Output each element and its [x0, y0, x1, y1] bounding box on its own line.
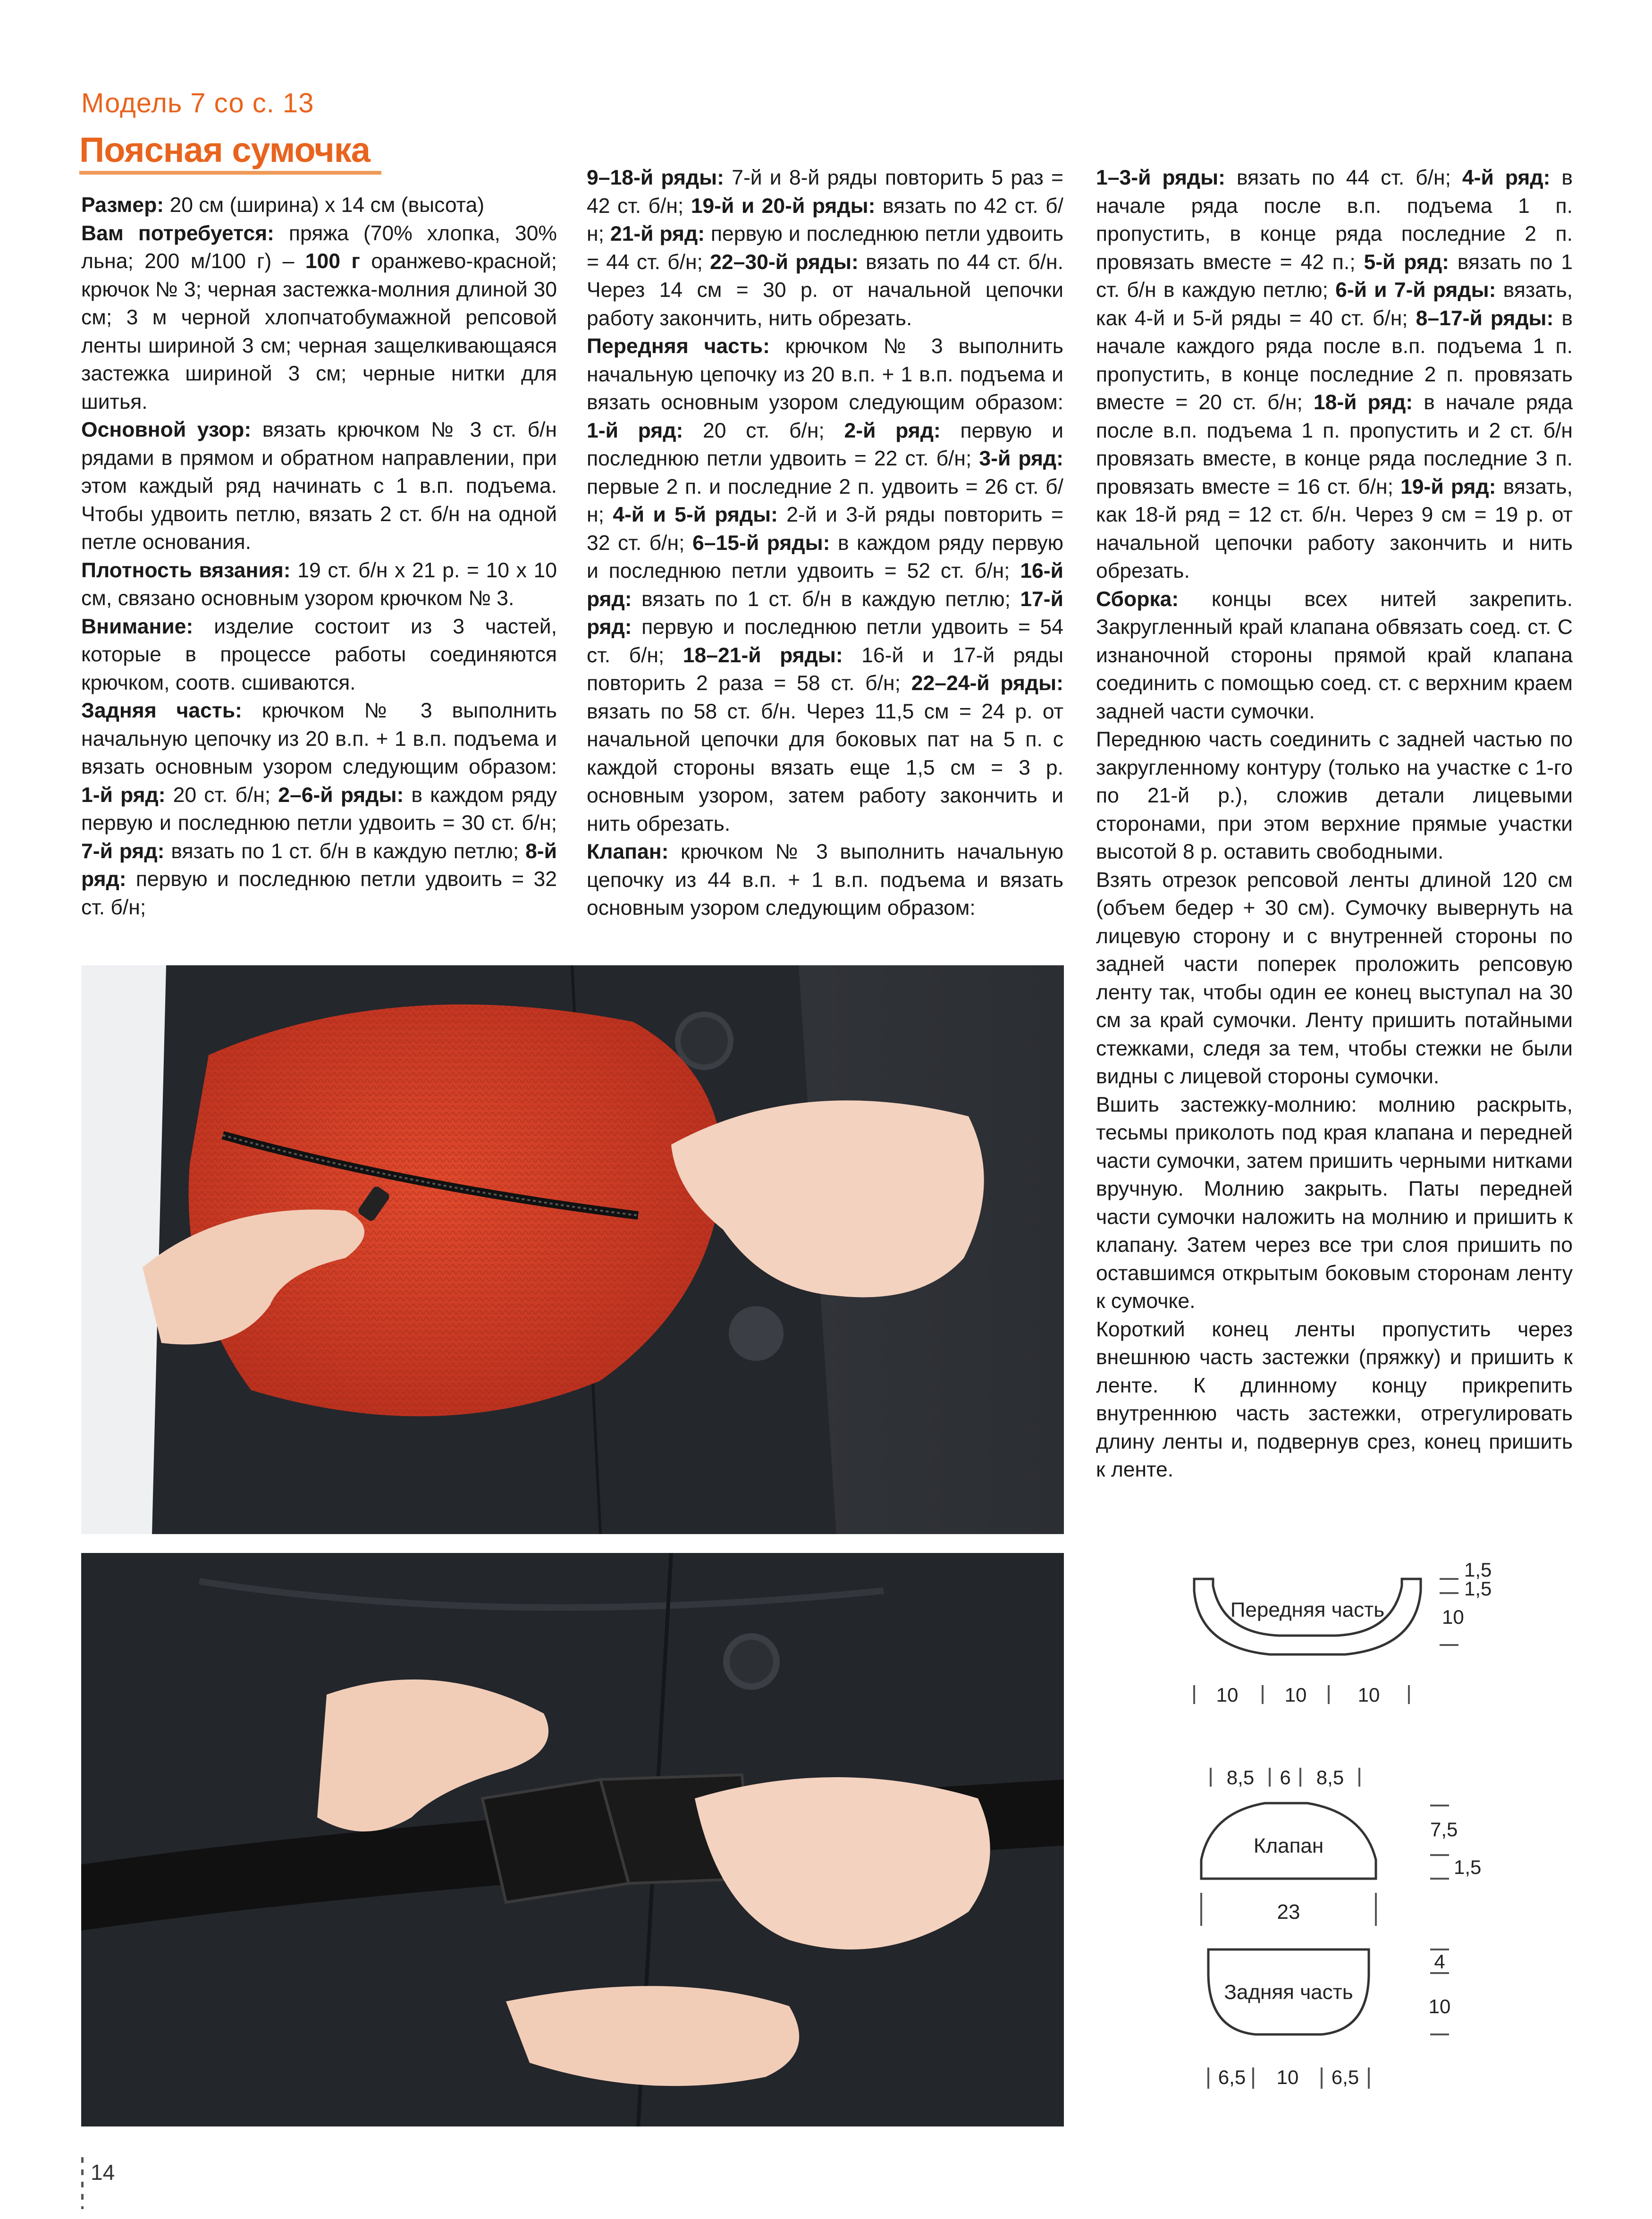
- text-run: вязать по 58 ст. б/н. Через 11,5 см = 24 р. от начальной цепочки для боковых пат на 5 п. с каждой стороны вязать еще 1,5 см = 3 р. основным узором, затем работу закончить и нить обрезать.: [587, 700, 1063, 835]
- text-run: изделие состоит из 3 частей, которые в процессе работы соединяются крючком, соотв. сшиваются.: [81, 615, 557, 694]
- bold-run: 6-й и 7-й ряды:: [1335, 278, 1496, 302]
- bold-run: Основной узор:: [81, 418, 252, 441]
- text-run: вязать крючком № 3 ст. б/н рядами в прямом и обратном направлении, при этом каждый ряд начинать с 1 в.п. подъема. Чтобы удвоить петлю, вязать 2 ст. б/н на одной петле основания.: [81, 418, 557, 554]
- bold-run: 2–6-й ряды:: [278, 783, 404, 807]
- text-run: оранжево-красной; крючок № 3; черная застежка-молния длиной 30 см; 3 м черной хлопчатобумажной репсовой ленты шириной 3 см; черная защелкивающаяся застежка шириной 3 см; черные нитки для шитья.: [81, 250, 557, 413]
- front-bottom-2: 10: [1284, 1684, 1307, 1706]
- bold-run: 3-й ряд:: [979, 447, 1063, 470]
- photo-bag-front: [81, 965, 1064, 1534]
- text-run: в каждом ряду первую и последнюю петли удвоить = 30 ст. б/н;: [81, 783, 557, 835]
- flap-right-small: 1,5: [1454, 1856, 1482, 1878]
- bold-run: 17-й ряд:: [587, 587, 1063, 639]
- bold-run: 6–15-й ряды:: [692, 531, 830, 555]
- page-number: 14: [91, 2160, 115, 2185]
- bold-run: 19-й ряд:: [1400, 475, 1496, 498]
- text-run: вязать по 1 ст. б/н в каждую петлю;: [164, 839, 526, 863]
- column1-paragraph: [81, 613, 557, 697]
- bold-run: Плотность вязания:: [81, 558, 291, 582]
- back-bottom-3: 6,5: [1331, 2066, 1359, 2088]
- flap-label: Клапан: [1253, 1834, 1324, 1857]
- text-run: Переднюю часть соединить с задней частью по закругленному контуру (только на участке с 1-го по 21-й р.), сложив детали лицевыми сторонами, при этом верхние прямые участки высотой 8 р. оставить свободными.: [1096, 728, 1573, 863]
- text-run: концы всех нитей закрепить. Закругленный край клапана обвязать соед. ст. С изнаночной стороны прямой край клапана соединить с помощью соед. ст. с верхним краем задней части сумочки.: [1096, 587, 1573, 723]
- text-run: первую и последнюю петли удвоить = 44 ст. б/н;: [587, 222, 1064, 274]
- flap-top-1: 8,5: [1226, 1766, 1255, 1789]
- title-underline: [79, 171, 381, 175]
- text-run: в начале ряда после в.п. подъема 1 п. пропустить и 2 ст. б/н провязать вместе, в конце ряда последние 3 п. провязать вместе = 16 ст. б/н;: [1096, 391, 1573, 498]
- photo-buckle: [81, 1553, 1064, 2126]
- column3-paragraph: [1096, 866, 1573, 1091]
- bold-run: 1-й ряд:: [587, 419, 683, 442]
- bold-run: 5-й ряд:: [1364, 250, 1449, 274]
- text-run: Короткий конец ленты пропустить через внешнюю часть застежки (пряжку) и пришить к ленте. К длинному концу прикрепить внутреннюю часть застежки, отрегулировать длину ленты и, подвернув срез, конец пришить к ленте.: [1096, 1317, 1573, 1481]
- text-run: крючком № 3 выполнить начальную цепочку из 44 в.п. + 1 в.п. подъема и вязать основным узором следующим образом:: [587, 840, 1063, 920]
- text-run: в каждом ряду первую и последнюю петли удвоить = 52 ст. б/н;: [587, 531, 1063, 582]
- column3-paragraph: [1096, 164, 1573, 585]
- front-bottom-1: 10: [1216, 1684, 1239, 1706]
- column1-paragraph: [81, 557, 557, 613]
- text-run: 19 ст. б/н х 21 р. = 10 х 10 см, связано основным узором крючком № 3.: [81, 558, 557, 610]
- bold-run: 8–17-й ряды:: [1416, 306, 1554, 330]
- back-bottom-1: 6,5: [1218, 2066, 1246, 2088]
- column1-paragraph: [81, 219, 557, 416]
- text-run: Взять отрезок репсовой ленты длиной 120 см (объем бедер + 30 см). Сумочку вывернуть на лицевую сторону и с внутренней стороны по задней части поперек проложить репсовую ленту так, чтобы один ее конец выступал на 30 см за край сумочки. Ленту пришить потайными стежками, следя за тем, чтобы стежки не были видны с лицевой стороны сумочки.: [1096, 868, 1573, 1088]
- text-run: первую и последнюю петли удвоить = 22 ст. б/н;: [587, 419, 1063, 470]
- text-run: 20 ст. б/н;: [165, 783, 278, 807]
- column3-paragraph: [1096, 585, 1573, 726]
- text-run: вязать, как 18-й ряд = 12 ст. б/н. Через 9 см = 19 р. от начальной цепочки работу закончить и нить обрезать.: [1096, 475, 1573, 582]
- bold-run: Внимание:: [81, 615, 194, 638]
- column3-paragraph: [1096, 1316, 1573, 1484]
- bold-run: Сборка:: [1096, 587, 1179, 611]
- text-run: Вшить застежку-молнию: молнию раскрыть, тесьмы приколоть под края клапана и передней части сумочки, затем пришить черными нитками вручную. Молнию закрыть. Паты передней части сумочки наложить на молнию и пришить к клапану. Затем через все три слоя пришить по оставшимся открытым боковым сторонам ленту к сумочке.: [1096, 1093, 1573, 1313]
- front-right-height: 10: [1442, 1606, 1464, 1628]
- text-run: вязать по 44 ст. б/н;: [1225, 166, 1462, 189]
- column2-paragraph: [587, 164, 1063, 332]
- bold-run: Вам потребуется:: [81, 221, 274, 245]
- text-column-1: [81, 191, 557, 921]
- text-run: крючком № 3 выполнить начальную цепочку из 20 в.п. + 1 в.п. подъема и вязать основным узором следующим образом:: [587, 335, 1063, 414]
- bold-run: 16-й ряд:: [587, 559, 1063, 611]
- text-column-3: [1096, 164, 1573, 1484]
- bold-run: 2-й ряд:: [844, 419, 941, 442]
- flap-bottom: 23: [1277, 1900, 1300, 1924]
- text-column-2: [587, 164, 1063, 922]
- bold-run: 21-й ряд:: [610, 222, 705, 245]
- back-right-height: 10: [1428, 1995, 1451, 2017]
- column1-paragraph: [81, 697, 557, 921]
- flap-top-2: 6: [1280, 1766, 1291, 1789]
- text-run: вязать по 1 ст. б/н в каждую петлю;: [632, 587, 1020, 611]
- front-right-mid: 1,5: [1464, 1578, 1492, 1600]
- text-run: вязать по 1 ст. б/н в каждую петлю;: [1096, 250, 1573, 302]
- bold-run: 9–18-й ряды:: [587, 166, 724, 189]
- column1-paragraph: [81, 191, 557, 219]
- text-run: первые 2 п. и последние 2 п. удвоить = 26 ст. б/н;: [587, 475, 1063, 526]
- bold-run: 8-й ряд:: [81, 839, 557, 891]
- bold-run: 18-й ряд:: [1313, 391, 1413, 414]
- text-run: 7-й и 8-й ряды повторить 5 раз = 42 ст. б/н;: [587, 166, 1063, 218]
- bold-run: 22–30-й ряды:: [710, 250, 859, 274]
- bold-run: 22–24-й ряды:: [911, 672, 1063, 695]
- text-run: 2-й и 3-й ряды повторить = 32 ст. б/н;: [587, 503, 1063, 555]
- text-run: вязать по 44 ст. б/н. Через 14 см = 30 р. от начальной цепочки работу закончить, нить обрезать.: [587, 250, 1063, 330]
- text-run: первую и последнюю петли удвоить = 32 ст. б/н;: [81, 868, 557, 919]
- model-reference: Модель 7 со с. 13: [81, 88, 314, 118]
- flap-right-height: 7,5: [1430, 1818, 1458, 1840]
- bold-run: Клапан:: [587, 840, 669, 863]
- bold-run: 4-й и 5-й ряды:: [613, 503, 778, 526]
- column3-paragraph: [1096, 1091, 1573, 1316]
- text-run: вязать, как 4-й и 5-й ряды = 40 ст. б/н;: [1096, 278, 1573, 330]
- front-piece-label: Передняя часть: [1230, 1598, 1385, 1621]
- text-run: в начале каждого ряда после в.п. подъема 1 п. пропустить, в конце последние 2 п. провязать вместе = 20 ст. б/н;: [1096, 306, 1573, 414]
- bold-run: Задняя часть:: [81, 699, 242, 722]
- bold-run: 18–21-й ряды:: [683, 643, 843, 667]
- back-piece-label: Задняя часть: [1224, 1981, 1353, 2004]
- front-bottom-3: 10: [1357, 1684, 1380, 1706]
- page-edge-marks: [81, 2157, 84, 2209]
- back-right-top: 4: [1434, 1950, 1445, 1973]
- bold-run: 100 г: [305, 250, 360, 273]
- text-run: вязать по 42 ст. б/н;: [587, 194, 1063, 245]
- bold-run: 1–3-й ряды:: [1096, 166, 1226, 189]
- text-run: 20 ст. б/н;: [683, 419, 844, 442]
- article-title: Поясная сумочка: [79, 130, 370, 169]
- bold-run: 7-й ряд:: [81, 839, 165, 863]
- text-run: 16-й и 17-й ряды повторить 2 раза = 58 ст. б/н;: [587, 643, 1063, 695]
- text-run: в начале ряда после в.п. подъема 1 п. пропустить, в конце ряда последние 2 п. провязать вместе = 42 п.;: [1096, 166, 1573, 274]
- bold-run: 1-й ряд:: [81, 783, 166, 807]
- text-run: пряжа (70% хлопка, 30% льна; 200 м/100 г) –: [81, 221, 557, 273]
- column1-paragraph: [81, 416, 557, 557]
- text-run: 20 см (ширина) х 14 см (высота): [164, 194, 485, 217]
- flap-top-3: 8,5: [1316, 1766, 1344, 1789]
- pattern-schematic: [1166, 1558, 1525, 2091]
- photo-bag-front-illustration: [81, 965, 1064, 1534]
- bold-run: Размер:: [81, 194, 164, 217]
- front-right-top: 1,5: [1464, 1559, 1492, 1581]
- bold-run: 4-й ряд:: [1462, 166, 1551, 189]
- column2-paragraph: [587, 838, 1063, 922]
- column2-paragraph: [587, 332, 1063, 838]
- column3-paragraph: [1096, 726, 1573, 866]
- photo-buckle-illustration: [81, 1553, 1064, 2126]
- bold-run: Передняя часть:: [587, 335, 770, 358]
- bold-run: 19-й и 20-й ряды:: [691, 194, 876, 218]
- text-run: первую и последнюю петли удвоить = 54 ст. б/н;: [587, 616, 1063, 667]
- text-run: крючком № 3 выполнить начальную цепочку из 20 в.п. + 1 в.п. подъема и вязать основным узором следующим образом:: [81, 699, 557, 778]
- back-bottom-2: 10: [1276, 2066, 1299, 2088]
